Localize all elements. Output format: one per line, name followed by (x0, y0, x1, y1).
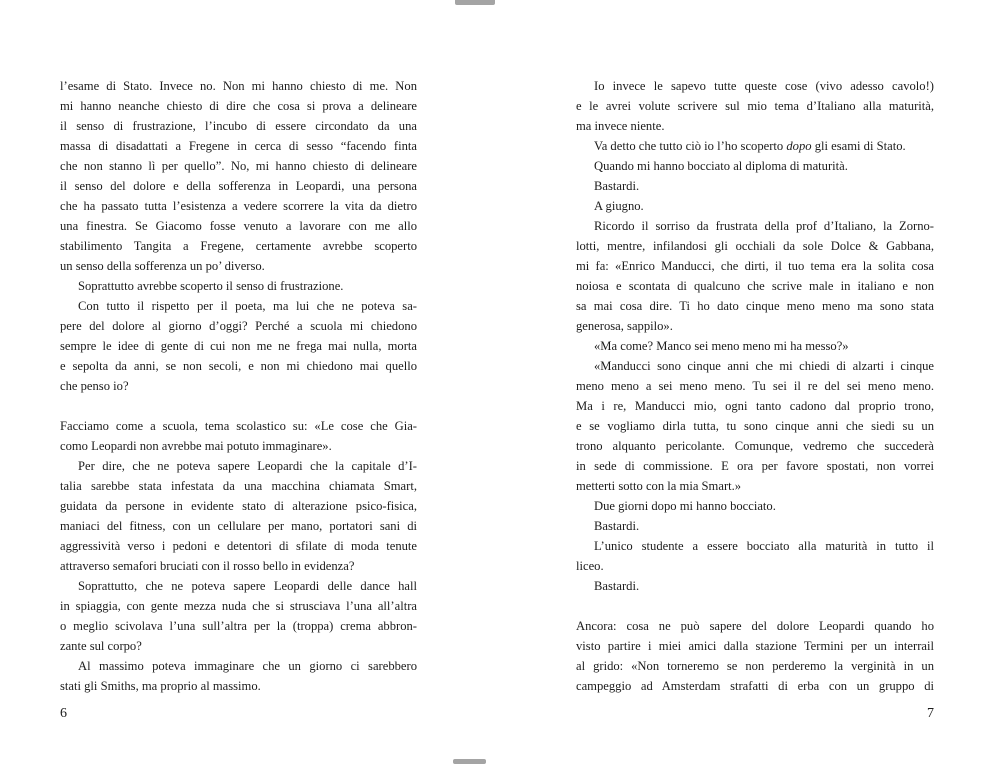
text-line: Bastardi. (594, 179, 640, 193)
text-line: ma invece niente. (576, 119, 665, 133)
text-line: stabilimento Tangita a Fregene, certamente avrebbe scoperto (60, 239, 417, 253)
plain-text: gli esami di Stato. (811, 139, 906, 153)
text-line: Quando mi hanno bocciato al diploma di maturità. (594, 159, 848, 173)
text-line: «Ma come? Manco sei meno meno mi ha messo?» (594, 339, 849, 353)
text-line: Due giorni dopo mi hanno bocciato. (594, 499, 776, 513)
text-line: che non stanno lì per quello”. No, mi hanno chiesto di delineare (60, 159, 417, 173)
text-line: il senso del dolore e della sofferenza in Leopardi, una persona (60, 179, 417, 193)
text-line: che ha passato tutta l’esistenza a vedere scorrere la vita da dietro (60, 199, 417, 213)
text-line: metterti sotto con la mia Smart.» (576, 479, 742, 493)
text-line: sa mai cosa dire. Ti ho dato cinque meno meno ma sono stata (576, 299, 934, 313)
text-line: generosa, sappilo». (576, 319, 673, 333)
text-line: Soprattutto avrebbe scoperto il senso di frustrazione. (78, 279, 344, 293)
text-line: lotti, mentre, infilandosi gli occhiali da sole Dolce & Gabbana, (576, 239, 934, 253)
blank-line (576, 596, 934, 616)
text-line: e se vogliamo dirla tutta, tu sono cinque anni che siedi su un (576, 419, 934, 433)
text-line: attraverso semafori bruciati con il rosso bello in evidenza? (60, 559, 355, 573)
text-line: guidata da persone in evidente stato di alterazione psico-fisica, (60, 499, 417, 513)
text-line: A giugno. (594, 199, 644, 213)
text-line: Per dire, che ne poteva sapere Leopardi che la capitale d’I- (78, 459, 417, 473)
text-line: aggressività verso i pedoni e detentori di sfilate di moda tenute (60, 539, 417, 553)
text-line: trono alquanto pericolante. Comunque, vedremo che succederà (576, 439, 934, 453)
text-line: sempre le idee di gente di cui non me ne frega mai nulla, morta (60, 339, 417, 353)
text-line: talia sarebbe stata infestata da una macchina chiamata Smart, (60, 479, 417, 493)
page-break-indicator-bottom (453, 759, 486, 764)
text-line: Io invece le sapevo tutte queste cose (vivo adesso cavolo!) (594, 79, 934, 93)
text-line: che penso io? (60, 379, 129, 393)
text-line: maniaci del fitness, con un cellulare per mano, portatori sani di (60, 519, 417, 533)
text-line: Ancora: cosa ne può sapere del dolore Leopardi quando ho (576, 619, 934, 633)
text-line: L’unico studente a essere bocciato alla maturità in tutto il (594, 539, 934, 553)
text-line: in sede di commissione. E ora per favore spostati, non vorrei (576, 459, 934, 473)
italic-text: dopo (786, 139, 812, 153)
text-line: al grido: «Non torneremo se non perderemo la verginità in un (576, 659, 934, 673)
page-break-indicator-top (455, 0, 495, 5)
text-line: Con tutto il rispetto per il poeta, ma lui che ne poteva sa- (78, 299, 417, 313)
book-page-right (576, 76, 934, 736)
text-line: massa di disadattati a Fregene in cerca di sesso “facendo finta (60, 139, 417, 153)
text-line: mi hanno neanche chiesto di dire che cosa si prova a delineare (60, 99, 417, 113)
text-line: liceo. (576, 559, 604, 573)
text-line: Bastardi. (594, 579, 640, 593)
text-line: «Manducci sono cinque anni che mi chiedi di alzarti i cinque (594, 359, 934, 373)
text-line: Ma i re, Manducci mio, ogni tanto cadono dal proprio trono, (576, 399, 934, 413)
text-line: Facciamo come a scuola, tema scolastico su: «Le cose che Gia- (60, 419, 417, 433)
text-line: noiosa e scontata di qualcuno che scrive male in italiano e non (576, 279, 934, 293)
text-line: campeggio ad Amsterdam strafatti di erba con un gruppo di (576, 679, 934, 693)
text-line: Ricordo il sorriso da frustrata della prof d’Italiano, la Zorno- (594, 219, 934, 233)
text-line: visto partire i miei amici dalla stazione Termini per un interrail (576, 639, 934, 653)
text-line: Bastardi. (594, 519, 640, 533)
text-line: o meglio scivolava l’una sull’altra per la (troppa) crema abbron- (60, 619, 417, 633)
plain-text: Va detto che tutto ciò io l’ho scoperto (594, 139, 787, 153)
page-text-left (60, 76, 417, 696)
text-line: Soprattutto, che ne poteva sapere Leopardi delle dance hall (78, 579, 417, 593)
text-line: pere del dolore al giorno d’oggi? Perché a scuola mi chiedono (60, 319, 417, 333)
page-number-right: 7 (927, 706, 934, 721)
text-line: stati gli Smiths, ma proprio al massimo. (60, 679, 261, 693)
text-line: e sepolta da anni, se non secoli, e non mi chiedono mai quello (60, 359, 417, 373)
text-line: mi fa: «Enrico Manducci, che dirti, il tuo tema era la solita cosa (576, 259, 934, 273)
text-line: una finestra. Se Giacomo fosse venuto a lavorare con me allo (60, 219, 417, 233)
text-line: e le avrei volute scrivere sul mio tema d’Italiano alla maturità, (576, 99, 934, 113)
blank-line (60, 396, 417, 416)
text-line: in spiaggia, con gente mezza nuda che si strusciava l’una all’altra (60, 599, 417, 613)
text-line: il senso di frustrazione, l’incubo di essere circondato da una (60, 119, 417, 133)
text-line: Al massimo poteva immaginare che un giorno ci sarebbero (78, 659, 417, 673)
book-page-left (60, 76, 417, 736)
page-number-left: 6 (60, 706, 67, 721)
text-line: l’esame di Stato. Invece no. Non mi hanno chiesto di me. Non (60, 79, 417, 93)
text-line: como Leopardi non avrebbe mai potuto immaginare». (60, 439, 332, 453)
page-text-right (576, 76, 934, 696)
text-line (576, 136, 934, 156)
text-line: un senso della sofferenza un po’ diverso. (60, 259, 265, 273)
text-line: zante sul corpo? (60, 639, 142, 653)
text-line: meno meno a sei meno meno. Tu sei il re del sei meno meno. (576, 379, 934, 393)
